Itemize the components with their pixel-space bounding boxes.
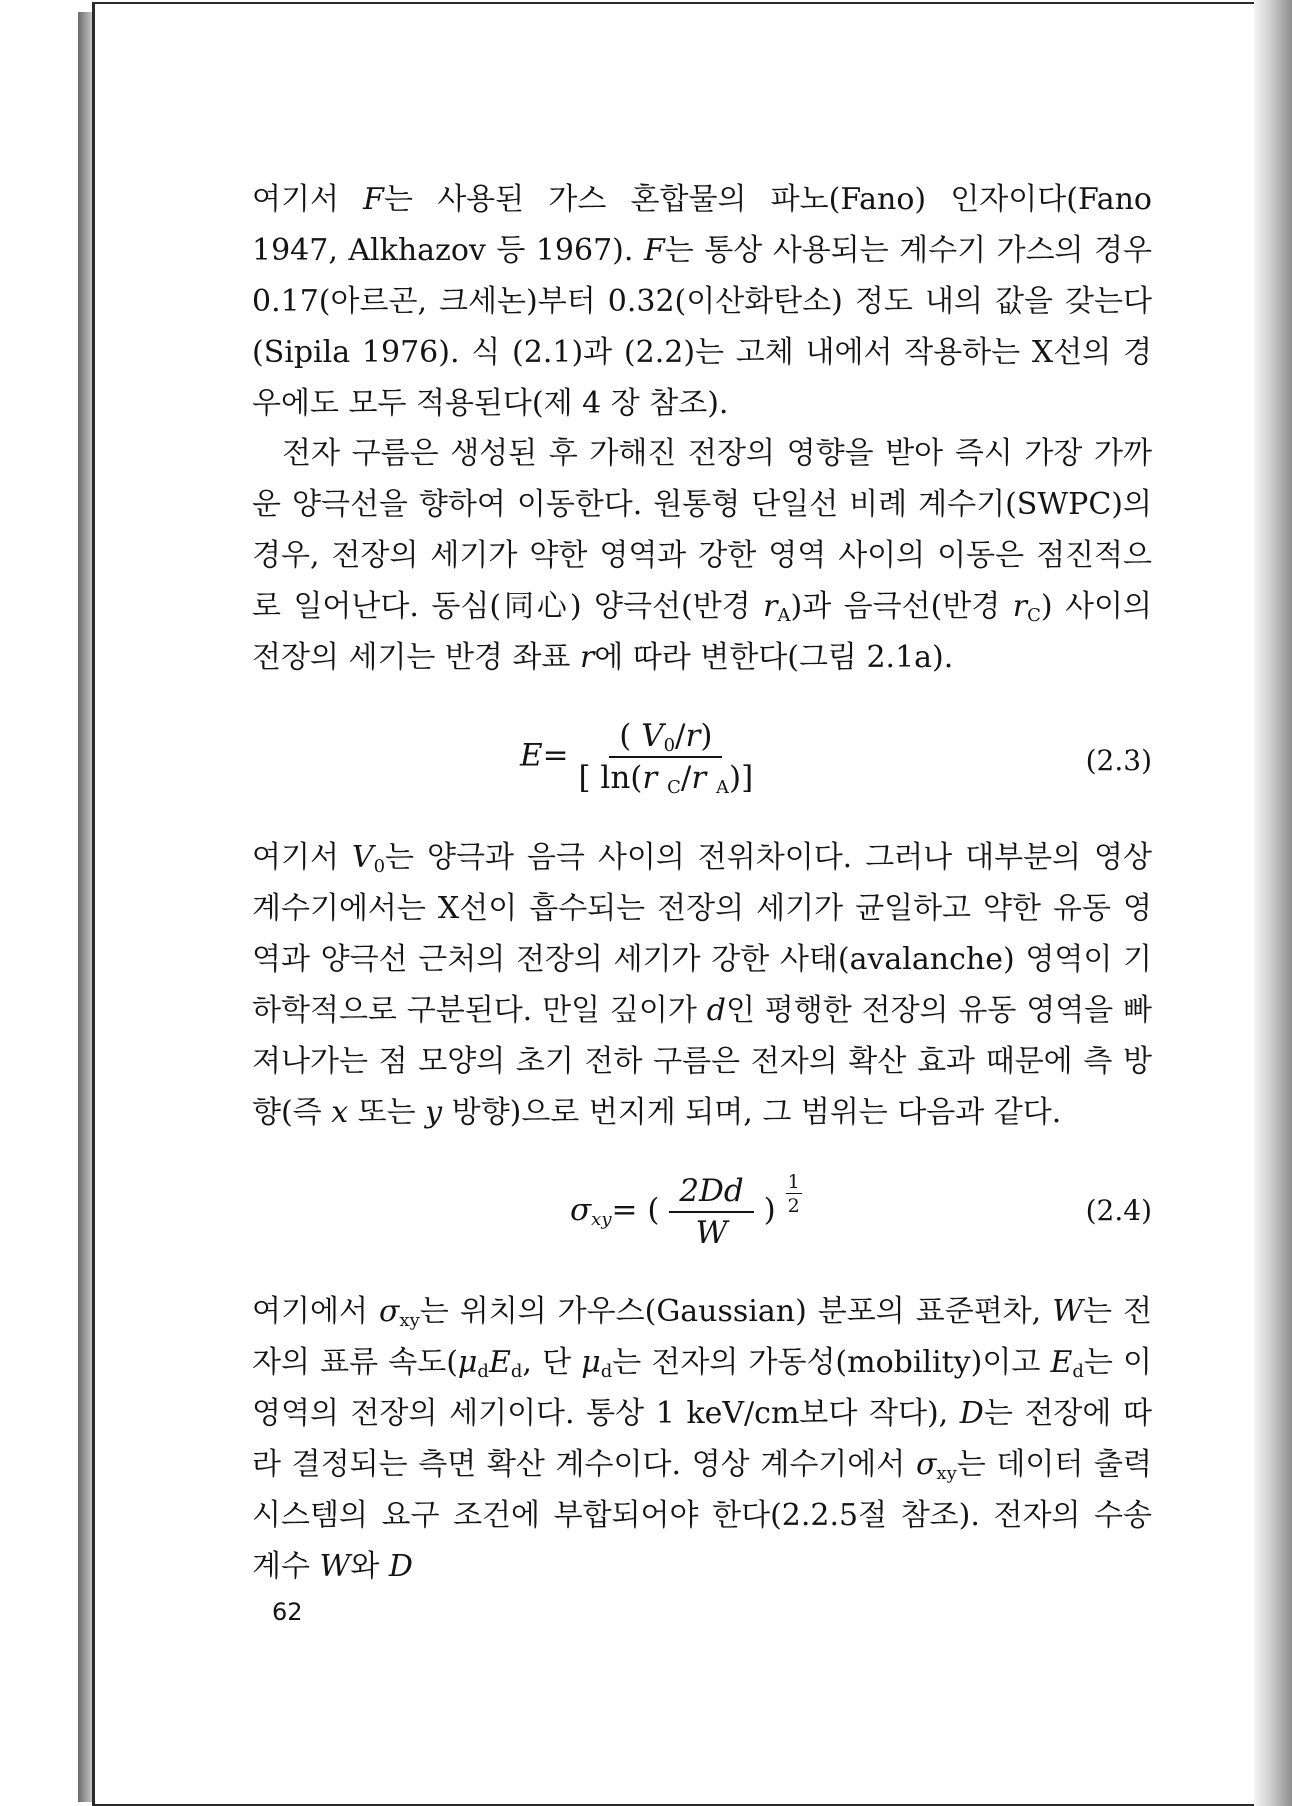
paragraph-text: 전자 구름은 생성된 후 가해진 전장의 영향을 받아 즉시 가장 가까운 양극선을 향하여 이동한다. 원통형 단일선 비례 계수기(SWPC)의 경우, 전장의 세기가 약한 영역과 강한 영역 사이의 이동은 점진적으로 일어난다. 동심(同心) 양극선(반경 $r_A$)과 음극선(반경 $r_C$) 사이의 전장의 세기는 반경 좌표 r에 따라 변한다(그림 2.1a). bbox=[252, 436, 1152, 675]
page-edge-shadow bbox=[1254, 0, 1292, 1806]
equation-number: (2.4) bbox=[1085, 1194, 1152, 1227]
equation-lhs: E= bbox=[520, 737, 569, 774]
math-subscript: xy bbox=[399, 1310, 420, 1331]
math-subscript: xy bbox=[936, 1463, 957, 1484]
equation-number: (2.3) bbox=[1085, 744, 1152, 777]
math-subscript: d bbox=[510, 1361, 523, 1382]
math-symbol: σ bbox=[378, 1294, 400, 1329]
math-symbol: D bbox=[388, 1549, 413, 1584]
equation-lhs: $\sigma_{xy}=$ bbox=[570, 1192, 638, 1230]
math-symbol: r bbox=[579, 640, 595, 675]
equation-2-3 bbox=[252, 718, 1152, 808]
equation-numerator: ( $V_0/r$) bbox=[609, 718, 722, 758]
equation-fraction bbox=[578, 718, 753, 796]
paragraph-2 bbox=[252, 428, 1152, 683]
math-symbol: F bbox=[363, 182, 384, 217]
math-symbol: E bbox=[1050, 1345, 1073, 1380]
math-subscript: d bbox=[477, 1361, 489, 1382]
math-subscript: d bbox=[600, 1361, 613, 1382]
math-subscript: d bbox=[1072, 1361, 1084, 1382]
math-subscript: C bbox=[1027, 605, 1041, 626]
math-symbol: μ bbox=[581, 1345, 601, 1380]
paragraph-3 bbox=[252, 832, 1152, 1138]
equation-fraction bbox=[669, 1173, 753, 1251]
math-symbol: D bbox=[959, 1396, 984, 1431]
math-symbol: d bbox=[706, 993, 726, 1028]
equation-body bbox=[520, 718, 753, 796]
math-subscript: 0 bbox=[373, 856, 386, 877]
paragraph-1 bbox=[252, 174, 1152, 429]
equation-denominator: [ ln(r $_C$/r $_A$)] bbox=[578, 760, 754, 798]
paragraph-text: 여기서 $V_0$는 양극과 음극 사이의 전위차이다. 그러나 대부분의 영상 계수기에서는 X선이 흡수되는 전장의 세기가 균일하고 약한 유동 영역과 양극선 근처의 전장의 세기가 강한 사태(avalanche) 영역이 기하학적으로 구분된다. 만일 깊이가 d인 평행한 전장의 유동 영역을 빠져나가는 점 모양의 초기 전하 구름은 전자의 확산 효과 때문에 측 방향(즉 x 또는 y 방향)으로 번지게 되며, 그 범위는 다음과 같다. bbox=[252, 840, 1152, 1130]
math-symbol: σ bbox=[915, 1447, 937, 1482]
math-symbol: r bbox=[1012, 589, 1028, 624]
paragraph-4 bbox=[252, 1286, 1152, 1592]
equation-denominator: W bbox=[695, 1214, 728, 1251]
equation-exponent: $\frac{1}{2}$ bbox=[787, 1171, 800, 1217]
math-symbol: E bbox=[488, 1345, 511, 1380]
paragraph-text: 여기서 F는 사용된 가스 혼합물의 파노(Fano) 인자이다(Fano 1947, Alkhazov 등 1967). F는 통상 사용되는 계수기 가스의 경우 0.17(아르곤, 크세논)부터 0.32(이산화탄소) 정도 내의 값을 갖는다(Sipila 1976). 식 (2.1)과 (2.2)는 고체 내에서 작용하는 X선의 경우에도 모두 적용된다(제 4 장 참조). bbox=[252, 182, 1152, 421]
equation-numerator: 2Dd bbox=[669, 1173, 753, 1213]
math-symbol: V bbox=[351, 840, 374, 875]
math-symbol: F bbox=[643, 233, 665, 268]
paragraph-text: 여기에서 $\sigma_{xy}$는 위치의 가우스(Gaussian) 분포의 표준편차, W는 전자의 표류 속도($\mu_dE_d$, 단 $\mu_d$는 전자의 가동성(mobility)이고 $E_d$는 이 영역의 전장의 세기이다. 통상 1 keV/cm보다 작다), D는 전장에 따라 결정되는 측면 확산 계수이다. 영상 계수기에서 $\sigma_{xy}$는 데이터 출력 시스템의 요구 조건에 부합되어야 한다(2.2.5절 참조). 전자의 수송 계수 W와 D bbox=[252, 1294, 1153, 1584]
math-symbol: y bbox=[425, 1095, 443, 1130]
page-number: 62 bbox=[272, 1598, 303, 1626]
math-symbol: μ bbox=[457, 1345, 478, 1380]
math-symbol: x bbox=[331, 1095, 349, 1130]
math-symbol: r bbox=[763, 589, 778, 624]
math-symbol: W bbox=[319, 1549, 351, 1584]
equation-body: $\sigma_{xy}=$ ( $\frac{2Dd}{W}$ ) $\frac{1}{2}$ bbox=[570, 1171, 800, 1251]
equation-2-4 bbox=[252, 1168, 1152, 1258]
math-symbol: W bbox=[1052, 1294, 1084, 1329]
math-subscript: A bbox=[777, 605, 791, 626]
